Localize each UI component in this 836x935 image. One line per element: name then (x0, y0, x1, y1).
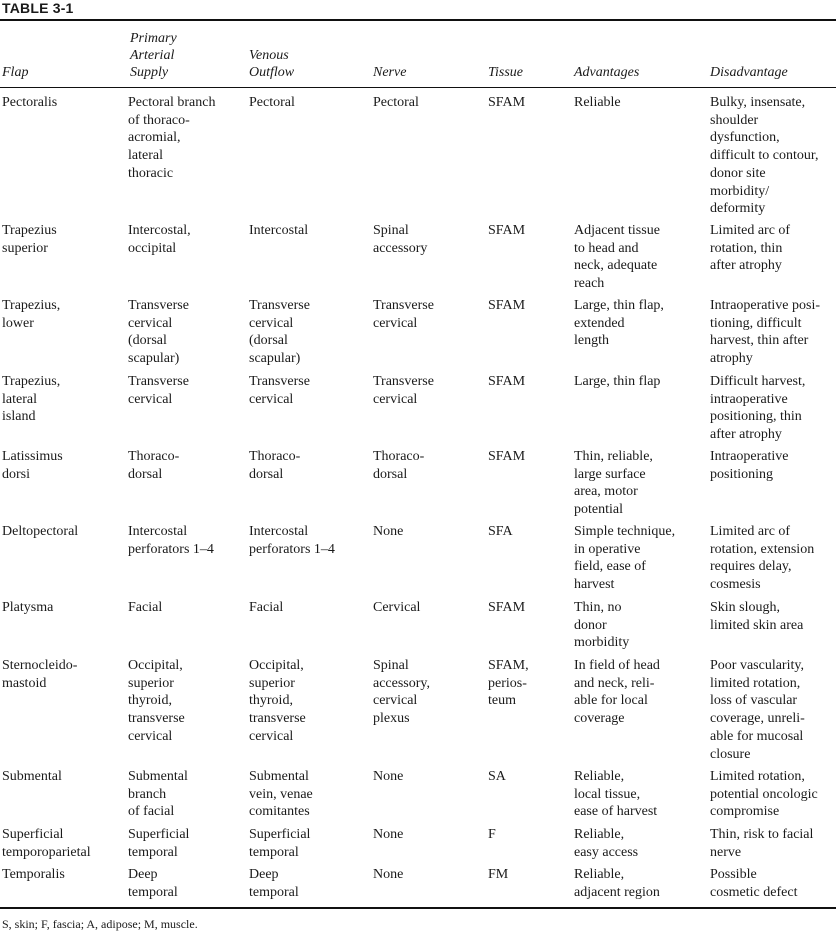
cell-advantages: Adjacent tissue to head and neck, adequate reach (574, 223, 660, 292)
bottom-rule (0, 907, 836, 909)
cell-flap: Temporalis (2, 867, 65, 882)
header-rule (0, 87, 836, 88)
cell-venous-outflow: Deep temporal (249, 867, 299, 900)
cell-tissue: SA (488, 769, 506, 784)
cell-arterial-supply: Occipital, superior thyroid, transverse cervical (128, 658, 185, 744)
cell-advantages: Reliable, local tissue, ease of harvest (574, 769, 658, 820)
top-rule (0, 19, 836, 21)
cell-flap: Latissimus dorsi (2, 449, 63, 482)
cell-disadvantage: Limited arc of rotation, extension requires delay, cosmesis (710, 524, 815, 593)
cell-advantages: Thin, reliable, large surface area, motor potential (574, 449, 653, 518)
cell-disadvantage: Thin, risk to facial nerve (710, 827, 814, 860)
cell-advantages: Large, thin flap (574, 374, 661, 389)
cell-flap: Trapezius, lateral island (2, 374, 61, 425)
cell-disadvantage: Poor vascularity, limited rotation, loss of vascular coverage, unreli- able for mucosal closure (710, 658, 805, 762)
cell-arterial-supply: Pectoral branch of thoraco- acromial, lateral thoracic (128, 95, 216, 181)
cell-nerve: Spinal accessory (373, 223, 428, 256)
cell-tissue: FM (488, 867, 509, 882)
cell-arterial-supply: Submental branch of facial (128, 769, 188, 820)
cell-venous-outflow: Intercostal (249, 223, 309, 238)
cell-venous-outflow: Pectoral (249, 95, 295, 110)
cell-arterial-supply: Deep temporal (128, 867, 178, 900)
cell-disadvantage: Intraoperative positioning (710, 449, 789, 482)
cell-flap: Submental (2, 769, 62, 784)
cell-nerve: Transverse cervical (373, 374, 434, 407)
cell-tissue: SFAM (488, 95, 526, 110)
cell-disadvantage: Intraoperative posi- tioning, difficult harvest, thin after atrophy (710, 298, 821, 367)
cell-arterial-supply: Facial (128, 600, 163, 615)
cell-advantages: Large, thin flap, extended length (574, 298, 664, 349)
cell-flap: Platysma (2, 600, 54, 615)
cell-tissue: SFAM (488, 374, 526, 389)
cell-disadvantage: Limited arc of rotation, thin after atrophy (710, 223, 791, 274)
cell-nerve: Thoraco- dorsal (373, 449, 425, 482)
cell-advantages: In field of head and neck, reli- able for local coverage (574, 658, 660, 727)
cell-tissue: F (488, 827, 496, 842)
cell-nerve: None (373, 827, 404, 842)
cell-venous-outflow: Transverse cervical (dorsal scapular) (249, 298, 310, 367)
cell-flap: Trapezius superior (2, 223, 57, 256)
cell-disadvantage: Difficult harvest, intraoperative positioning, thin after atrophy (710, 374, 806, 443)
cell-venous-outflow: Facial (249, 600, 284, 615)
cell-nerve: Pectoral (373, 95, 419, 110)
cell-venous-outflow: Thoraco- dorsal (249, 449, 301, 482)
cell-disadvantage: Possible cosmetic defect (710, 867, 798, 900)
cell-arterial-supply: Intercostal, occipital (128, 223, 191, 256)
cell-advantages: Simple technique, in operative field, ease of harvest (574, 524, 676, 593)
cell-flap: Deltopectoral (2, 524, 79, 539)
cell-nerve: None (373, 867, 404, 882)
table-label: TABLE 3-1 (2, 0, 74, 16)
header-arterial-supply: Primary Arterial Supply (130, 31, 177, 80)
cell-tissue: SFAM, perios- teum (488, 658, 529, 709)
cell-flap: Superficial temporoparietal (2, 827, 91, 860)
cell-venous-outflow: Occipital, superior thyroid, transverse cervical (249, 658, 306, 744)
cell-nerve: None (373, 524, 404, 539)
cell-tissue: SFAM (488, 298, 526, 313)
cell-flap: Pectoralis (2, 95, 58, 110)
cell-arterial-supply: Intercostal perforators 1–4 (128, 524, 214, 557)
table-footnote: S, skin; F, fascia; A, adipose; M, muscle. (2, 917, 198, 931)
cell-disadvantage: Bulky, insensate, shoulder dysfunction, difficult to contour, donor site morbidity/ deformity (710, 95, 819, 217)
cell-arterial-supply: Thoraco- dorsal (128, 449, 180, 482)
header-tissue: Tissue (488, 65, 524, 80)
cell-advantages: Reliable (574, 95, 621, 110)
header-advantages: Advantages (574, 65, 640, 80)
cell-venous-outflow: Submental vein, venae comitantes (249, 769, 313, 820)
cell-arterial-supply: Transverse cervical (128, 374, 189, 407)
cell-venous-outflow: Transverse cervical (249, 374, 310, 407)
header-nerve: Nerve (373, 65, 407, 80)
cell-nerve: Transverse cervical (373, 298, 434, 331)
cell-advantages: Reliable, adjacent region (574, 867, 660, 900)
cell-disadvantage: Skin slough, limited skin area (710, 600, 804, 633)
header-venous-outflow: Venous Outflow (249, 48, 295, 80)
cell-tissue: SFAM (488, 600, 526, 615)
cell-arterial-supply: Transverse cervical (dorsal scapular) (128, 298, 189, 367)
cell-advantages: Reliable, easy access (574, 827, 639, 860)
cell-flap: Trapezius, lower (2, 298, 61, 331)
cell-venous-outflow: Superficial temporal (249, 827, 311, 860)
cell-nerve: None (373, 769, 404, 784)
cell-venous-outflow: Intercostal perforators 1–4 (249, 524, 335, 557)
cell-tissue: SFAM (488, 449, 526, 464)
cell-flap: Sternocleido- mastoid (2, 658, 78, 691)
cell-nerve: Cervical (373, 600, 421, 615)
cell-arterial-supply: Superficial temporal (128, 827, 190, 860)
header-flap: Flap (2, 65, 29, 80)
cell-tissue: SFAM (488, 223, 526, 238)
cell-tissue: SFA (488, 524, 513, 539)
cell-nerve: Spinal accessory, cervical plexus (373, 658, 431, 727)
cell-advantages: Thin, no donor morbidity (574, 600, 630, 651)
cell-disadvantage: Limited rotation, potential oncologic compromise (710, 769, 818, 820)
header-disadvantage: Disadvantage (710, 65, 788, 80)
